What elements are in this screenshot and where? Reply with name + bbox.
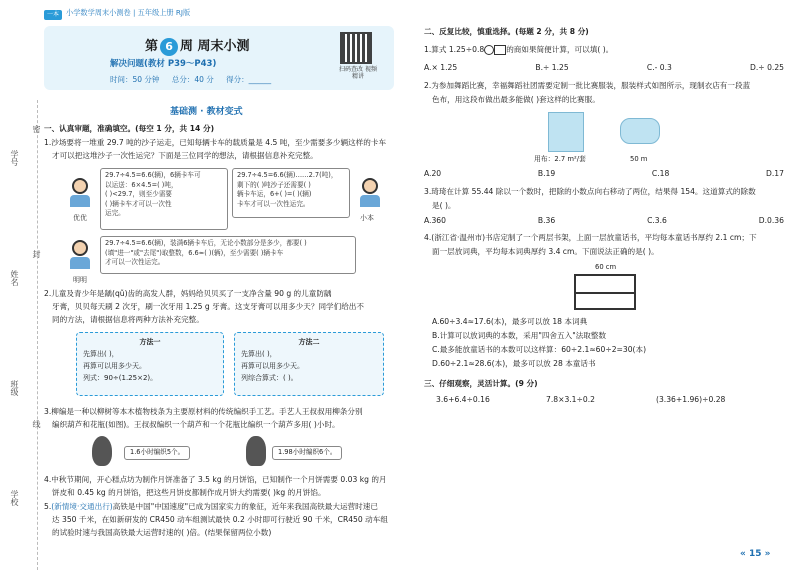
page-number: « 15 » (740, 549, 771, 559)
option[interactable]: C.- 0.3 (646, 63, 672, 72)
margin-label-class: 班级 (10, 380, 19, 396)
q2-4-option-b[interactable]: B.计算可以放词典的本数，采用"四舍五入"法取整数 (432, 331, 607, 340)
q4-text-line2: 饼皮和 0.45 kg 的月饼馅，把这些月饼皮都制作成月饼大约需要( )kg 的月饼馅。 (52, 488, 326, 497)
option[interactable]: A.20 (424, 169, 442, 178)
calc-item: (3.36+1.96)÷0.28 (656, 395, 726, 404)
option[interactable]: B.36 (537, 216, 556, 225)
q2-1-text: 1.算式 1.25÷0.8 的商如果简便计算，可以填( )。 (424, 45, 614, 54)
section2-heading: 二、反复比较，慎重选择。(每题 2 分，共 8 分) (424, 27, 589, 36)
q2-3-text-line1: 3.琦琦在计算 55.44 除以一个数时，把除的小数点向右移动了两位，结果得 154。这道算式的除数 (424, 187, 756, 196)
q2-4-option-c[interactable]: C.最多能放童话书的本数可以这样算：60÷2.1≈60÷2=30(本) (432, 345, 647, 354)
fabric-roll-image (620, 118, 660, 144)
q2-1-options (424, 62, 784, 73)
option[interactable]: C.18 (651, 169, 670, 178)
q2-4-text-line2: 面一层放词典，平均每本词典厚约 3.4 cm。下面说法正确的是( )。 (432, 247, 659, 256)
hint-gourd: 1.6小时编织5个。 (124, 446, 190, 460)
blank-box-icon (494, 45, 506, 55)
kid-xiaoben-icon (358, 178, 382, 208)
bookshelf-image (574, 274, 636, 310)
binding-line (37, 100, 38, 570)
option[interactable]: A.× 1.25 (424, 63, 458, 72)
option[interactable]: B.19 (537, 169, 556, 178)
option[interactable]: D.÷ 0.25 (750, 63, 784, 72)
q2-2-text-line1: 2.为参加舞蹈比赛，幸福舞蹈社团需要定制一批比赛服装，服装样式如图所示，现制衣店有一段蓝 (424, 81, 751, 90)
week-number-badge: 6 (160, 38, 178, 56)
qr-caption: 扫码查改 视频精讲 (339, 66, 377, 81)
q2-text-line3: 同的方法，请根据信息将两种方法补充完整。 (52, 315, 204, 324)
q2-3-text-line2: 是( )。 (432, 201, 456, 210)
think-box-youyou: 29.7÷4.5=6.6(辆)，6辆卡车可 以运送：6×4.5=( )吨， ( )<29.7，则至少需要 ( )辆卡车才可以一次性 运完。 (100, 168, 228, 230)
kid-mingming-name: 明明 (73, 276, 87, 284)
kid-xiaoben-name: 小本 (360, 214, 374, 222)
option[interactable]: A.360 (424, 216, 446, 225)
qr-code-icon[interactable] (340, 32, 372, 64)
q2-text-line1: 2.儿童及青少年是龋(qǔ)齿的高发人群，妈妈给贝贝买了一支净含量 90 g 的儿童防龋 (44, 289, 332, 298)
think-box-xiaoben: 29.7÷4.5=6.6(辆)……2.7(吨)， 剩下的( )吨沙子还需要( ) 辆卡车运，6+( )=( )(辆) 卡车才可以一次性运完。 (232, 168, 350, 218)
q2-3-options (424, 215, 784, 226)
margin-label-student-id: 学号 (10, 150, 19, 166)
q4-text-line1: 4.中秋节期间，开心糕点坊为制作月饼准备了 3.5 kg 的月饼馅，已知制作一个月饼需要 0.03 kg 的月 (44, 475, 387, 484)
q1-text-line2: 才可以把这堆沙子一次性运完？下面是三位同学的想法，请根据信息补充完整。 (52, 151, 318, 160)
calc-item: 7.8×3.1÷0.2 (546, 395, 595, 404)
kid-youyou-name: 优优 (73, 214, 87, 222)
page-title: 第 6 周 周末小测 (145, 39, 250, 54)
option[interactable]: B.÷ 1.25 (535, 63, 569, 72)
margin-label-name: 姓名 (10, 270, 19, 286)
option[interactable]: D.0.36 (758, 216, 784, 225)
blank-circle-icon (484, 45, 494, 55)
option[interactable]: C.3.6 (647, 216, 667, 225)
q2-2-text-line2: 色布，用这段布做出最多能做( )套这样的比赛服。 (432, 95, 600, 104)
section3-heading: 三、仔细观察，灵活计算。(9 分) (424, 379, 538, 388)
page-subtitle: 解决问题(教材 P39～P43) (110, 59, 217, 69)
q2-text-line2: 牙膏，贝贝每天刷 2 次牙，刷一次牙用 1.25 g 牙膏。这支牙膏可以用多少天？同学们给出不 (52, 302, 364, 311)
fabric-caption: 50 m (630, 155, 648, 163)
margin-label-school: 学校 (10, 490, 19, 506)
meta-row (110, 74, 281, 85)
margin-label-seal: 密 (32, 125, 41, 133)
option[interactable]: D.17 (766, 169, 784, 178)
costume-caption: 用布：2.7 m²/套 (534, 155, 586, 163)
calc-item: 3.6+6.4÷0.16 (436, 395, 490, 404)
q5-text-line1: 5.(新情境·交通出行)高铁是中国"中国速度"已成为国家实力的象征，近年来我国高铁最大运营时速已 (44, 502, 378, 511)
margin-label-feng: 封 (32, 250, 41, 258)
time-limit: 时间：50 分钟 (110, 75, 160, 84)
q2-4-text-line1: 4.(浙江省·温州市)书店定制了一个两层书架，上面一层放童话书，平均每本童话书厚约 2.1 cm；下 (424, 233, 757, 242)
method-one-box: 方法一 先算出( )， 再算可以用多少天。 列式：90÷(1.25×2)。 (76, 332, 224, 396)
kid-mingming-icon (68, 240, 92, 270)
q1-text-line1: 1.沙场要将一堆重 29.7 吨的沙子运走，已知每辆卡车的载质量是 4.5 吨，至少需要多少辆这样的卡车 (44, 138, 387, 147)
margin-label-xian: 线 (32, 420, 41, 428)
total-score: 总分：40 分 (171, 75, 214, 84)
costume-image (548, 112, 584, 152)
section-label: 基础测 · 教材变式 (170, 107, 243, 117)
q5-text-line3: 的试验时速与我国高铁最大运营时速的( )倍。(结果保留两位小数) (52, 528, 272, 537)
hint-vase: 1.98小时编织6个。 (272, 446, 342, 460)
q1-heading: 一、认真审题，准确填空。(每空 1 分，共 14 分) (44, 124, 215, 133)
q3-text-line2: 编织葫芦和花瓶(如图)。王叔叔编织一个葫芦和一个花瓶比编织一个葫芦多用( )小时。 (52, 420, 340, 429)
q5-text-line2: 达 350 千米，在如新研发的 CR450 动车组测试最快 0.2 小时即可行驶近 90 千米，CR450 动车组 (52, 515, 388, 524)
q2-4-option-a[interactable]: A.60÷3.4≈17.6(本)，最多可以放 18 本词典 (432, 317, 588, 326)
kid-youyou-icon (68, 178, 92, 208)
q3-text-line1: 3.柳编是一种以柳树等本木植物枝条为主要原材料的传统编织手工艺。手艺人王叔叔用柳条分别 (44, 407, 363, 416)
q2-2-options (424, 168, 784, 179)
score-field: 得分：______ (226, 75, 272, 84)
vase-image (246, 436, 266, 466)
brand-text: 小学数学周末小测卷 | 五年级上册 RJ版 (66, 8, 191, 17)
brand-logo: 一本 (44, 10, 62, 20)
q2-4-option-d[interactable]: D.60÷2.1≈28.6(本)，最多可以放 28 本童话书 (432, 359, 596, 368)
method-two-box: 方法二 先算出( )， 再算可以用多少天。 列综合算式：( )。 (234, 332, 384, 396)
shelf-width-label: 60 cm (595, 263, 617, 271)
gourd-image (92, 436, 112, 466)
think-box-mingming: 29.7÷4.5=6.6(辆)，装满6辆卡车后，无论小数部分是多少，都要( ) (填"进一"或"去尾")取整数，6.6≈( )(辆)，至少需要( )辆卡车 才可以一次性运完。 (100, 236, 356, 274)
